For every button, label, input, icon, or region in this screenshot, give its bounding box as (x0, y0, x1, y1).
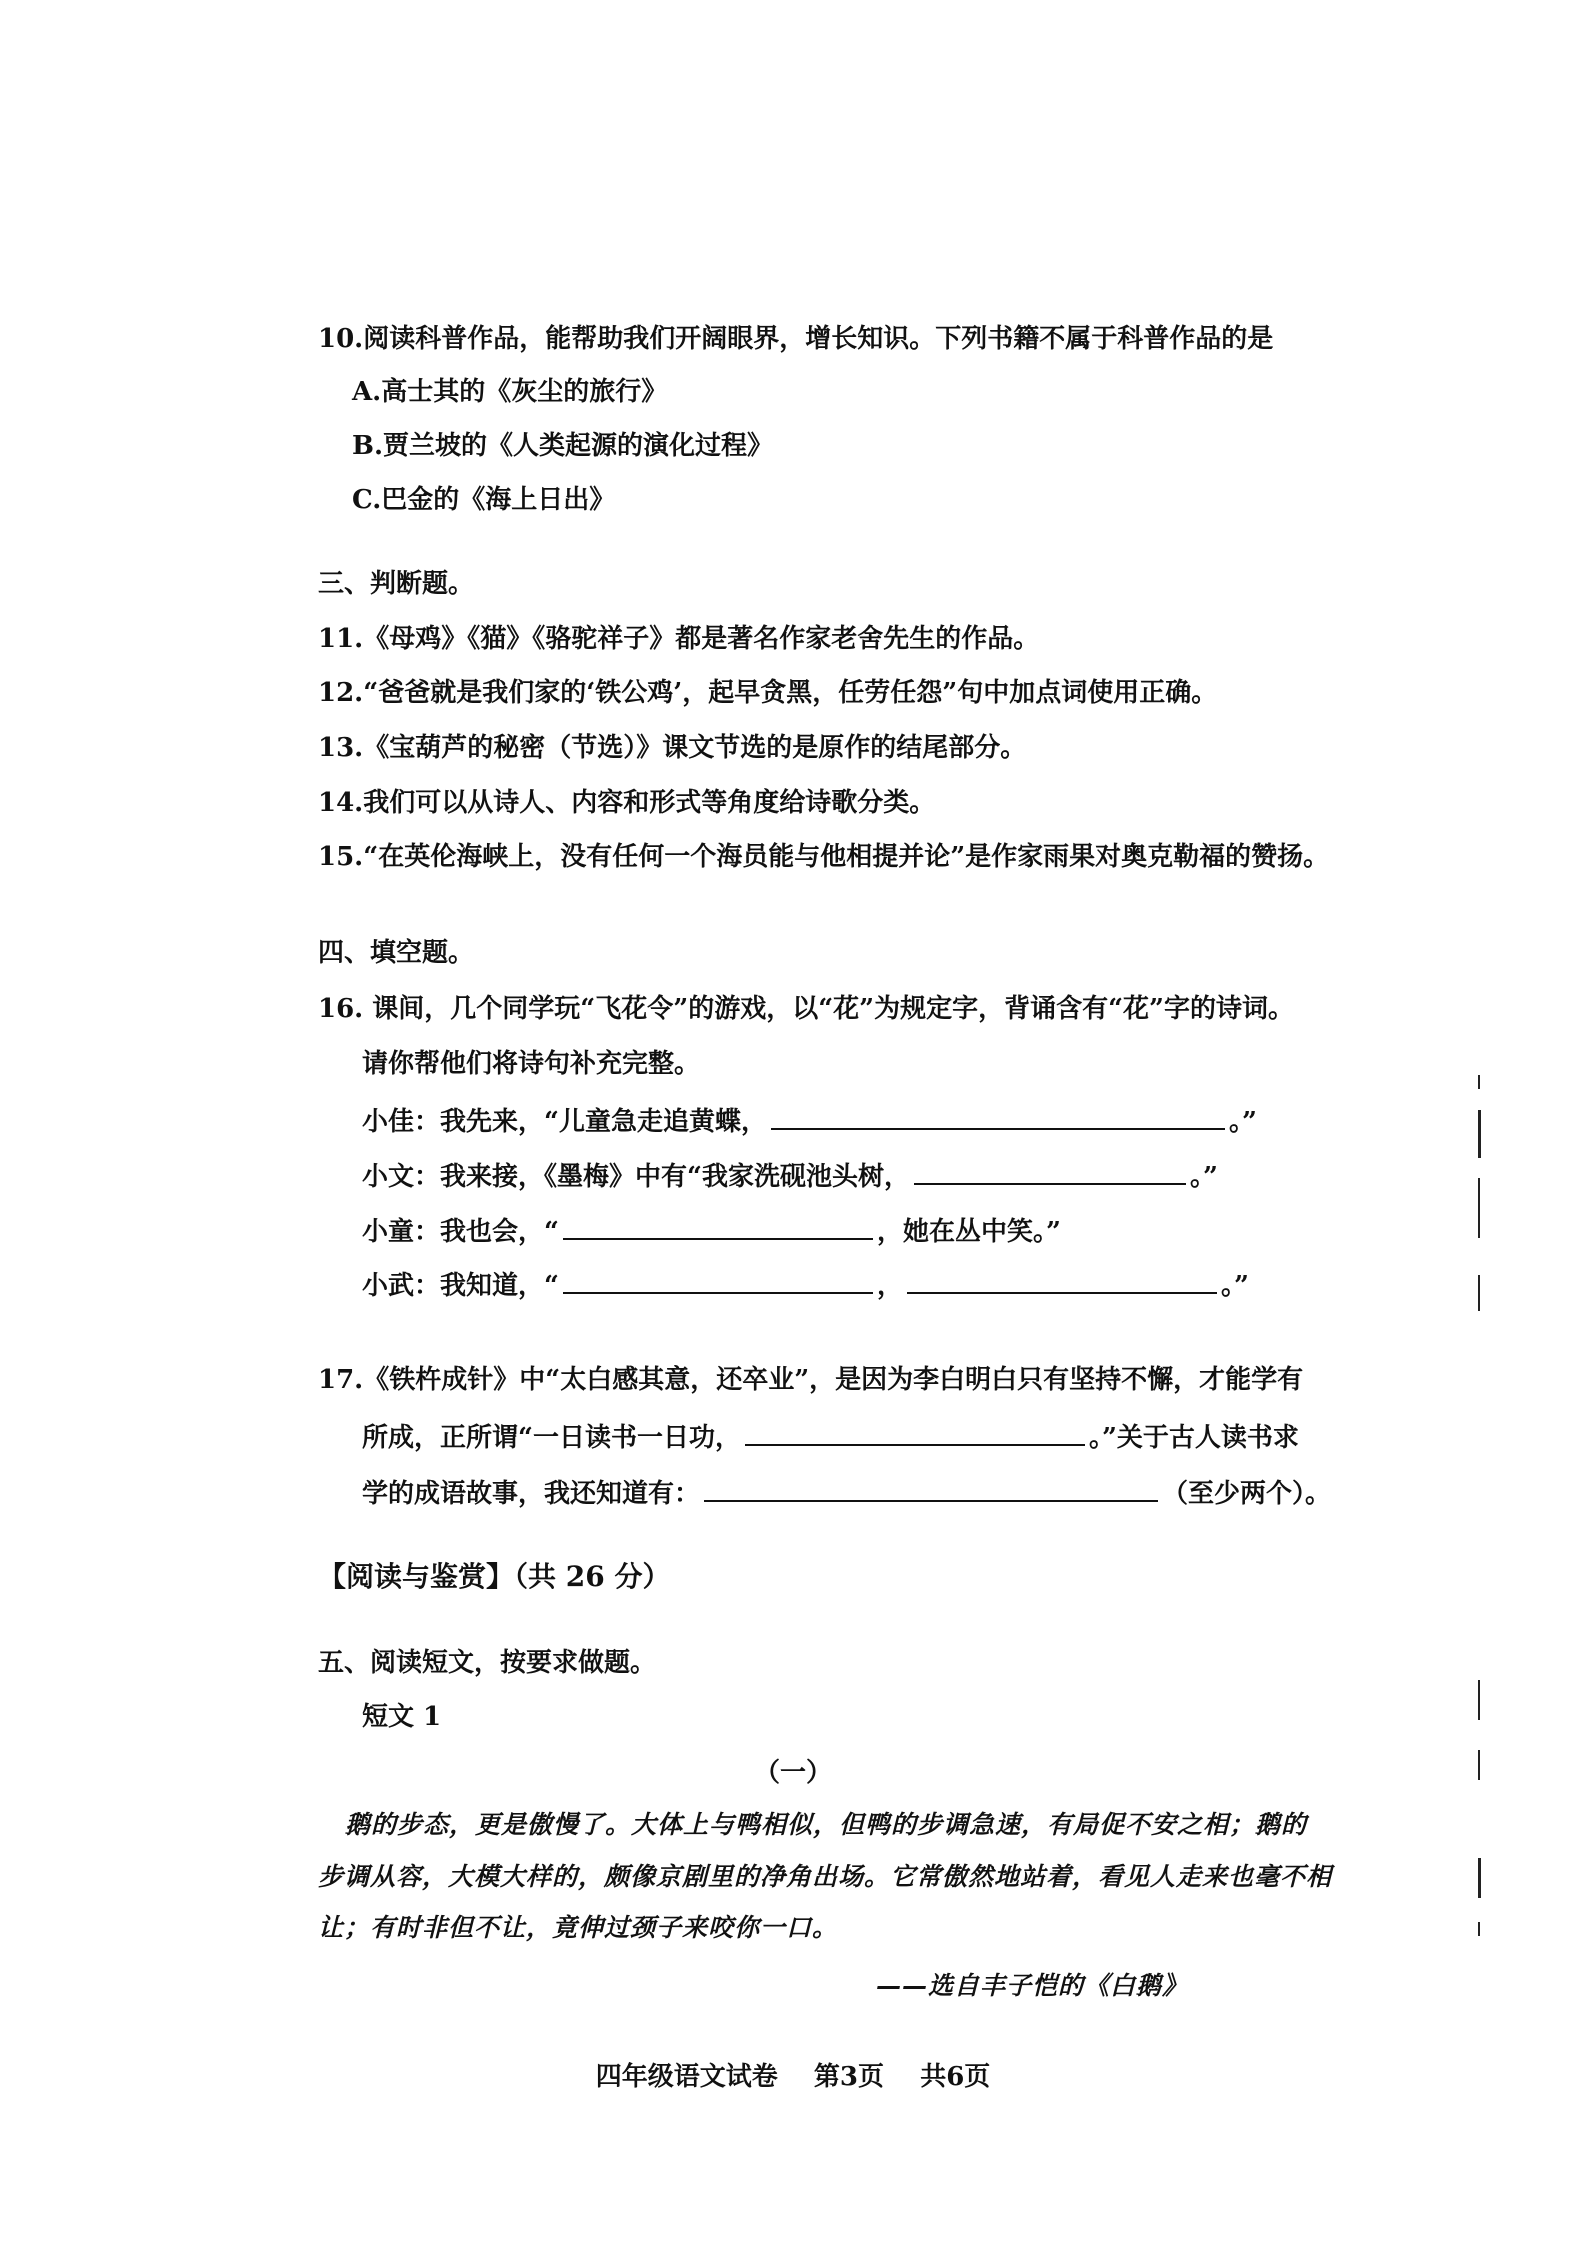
q16-xiaotong-blank[interactable] (563, 1212, 873, 1240)
q16-xiaowen-end: 。” (1189, 1162, 1218, 1192)
q16-xiaojia-blank[interactable] (771, 1102, 1225, 1130)
q16-line2: 请你帮他们将诗句补充完整。 (362, 1049, 701, 1079)
q16-xiaowu-blank-2[interactable] (907, 1266, 1217, 1294)
q17-line1: 17.《铁杵成针》中“太白感其意，还卒业”，是因为李白明白只有坚持不懈，才能学有 (318, 1365, 1304, 1395)
q16-xiaotong (362, 1212, 1061, 1249)
q17-line3-text: 学的成语故事，我还知道有： (362, 1479, 701, 1509)
reading-heading: 【阅读与鉴赏】（共 26 分） (318, 1560, 671, 1593)
q17-line2 (362, 1418, 1299, 1455)
q16-xiaowen-blank[interactable] (914, 1157, 1186, 1185)
passage-line-1: 鹅的步态，更是傲慢了。大体上与鸭相似，但鸭的步调急速，有局促不安之相；鹅的 (345, 1810, 1308, 1839)
page-footer: 四年级语文试卷 第3页 共6页 (595, 2062, 991, 2092)
scan-mark (1478, 1922, 1480, 1936)
q17-line2-text: 所成，正所谓“一日读书一日功， (362, 1423, 741, 1453)
q16-xiaowen (362, 1157, 1218, 1194)
q17-line3-end: （至少两个）。 (1162, 1479, 1332, 1509)
judge-item-11: 11.《母鸡》《猫》《骆驼祥子》都是著名作家老舍先生的作品。 (318, 624, 1040, 654)
q10-option-a: A.高士其的《灰尘的旅行》 (352, 377, 668, 407)
q10-option-b: B.贾兰坡的《人类起源的演化过程》 (352, 431, 774, 461)
passage-part-label: （一） (753, 1758, 832, 1788)
section4-heading: 四、填空题。 (318, 938, 475, 968)
q16-xiaojia-text: 小佳：我先来，“儿童急走追黄蝶， (362, 1107, 767, 1137)
scan-mark (1478, 1275, 1480, 1311)
q16-xiaowu-comma: ， (876, 1271, 903, 1301)
judge-item-14: 14.我们可以从诗人、内容和形式等角度给诗歌分类。 (318, 788, 936, 818)
q16-line1: 16. 课间，几个同学玩“飞花令”的游戏，以“花”为规定字，背诵含有“花”字的诗词。 (318, 994, 1295, 1024)
scan-mark (1478, 1110, 1481, 1158)
passage-label: 短文 1 (362, 1702, 442, 1732)
scan-mark (1478, 1858, 1481, 1898)
section5-heading: 五、阅读短文，按要求做题。 (318, 1648, 657, 1678)
q16-xiaowu-text: 小武：我知道，“ (362, 1271, 559, 1301)
q16-xiaowu-end: 。” (1220, 1271, 1249, 1301)
q16-xiaojia (362, 1102, 1257, 1139)
scan-mark (1478, 1750, 1480, 1780)
q16-xiaotong-text: 小童：我也会，“ (362, 1217, 559, 1247)
passage-source: ——选自丰子恺的《白鹅》 (876, 1971, 1189, 2000)
section3-heading: 三、判断题。 (318, 569, 475, 599)
scan-mark (1478, 1178, 1480, 1238)
q10-stem: 10.阅读科普作品，能帮助我们开阔眼界，增长知识。下列书籍不属于科普作品的是 (318, 324, 1274, 354)
judge-item-12: 12.“爸爸就是我们家的‘铁公鸡’，起早贪黑，任劳任怨”句中加点词使用正确。 (318, 678, 1218, 708)
q17-line2-end: 。”关于古人读书求 (1088, 1423, 1299, 1453)
passage-line-3: 让；有时非但不让，竟伸过颈子来咬你一口。 (318, 1913, 839, 1942)
q16-xiaotong-end: ，她在丛中笑。” (876, 1217, 1061, 1247)
scan-mark (1478, 1680, 1480, 1720)
q16-xiaowu (362, 1266, 1249, 1303)
q16-xiaojia-end: 。” (1228, 1107, 1257, 1137)
judge-item-15: 15.“在英伦海峡上，没有任何一个海员能与他相提并论”是作家雨果对奥克勒福的赞扬。 (318, 842, 1330, 872)
q16-xiaowen-text: 小文：我来接，《墨梅》中有“我家洗砚池头树， (362, 1162, 910, 1192)
q16-xiaowu-blank-1[interactable] (563, 1266, 873, 1294)
passage-line-2: 步调从容，大模大样的，颇像京剧里的净角出场。它常傲然地站着，看见人走来也毫不相 (318, 1862, 1333, 1891)
q10-option-c: C.巴金的《海上日出》 (352, 485, 616, 515)
q17-blank-2[interactable] (704, 1474, 1158, 1502)
q17-line3 (362, 1474, 1331, 1511)
scan-mark (1478, 1075, 1480, 1089)
judge-item-13: 13.《宝葫芦的秘密（节选）》课文节选的是原作的结尾部分。 (318, 733, 1027, 763)
q17-blank-1[interactable] (745, 1418, 1085, 1446)
